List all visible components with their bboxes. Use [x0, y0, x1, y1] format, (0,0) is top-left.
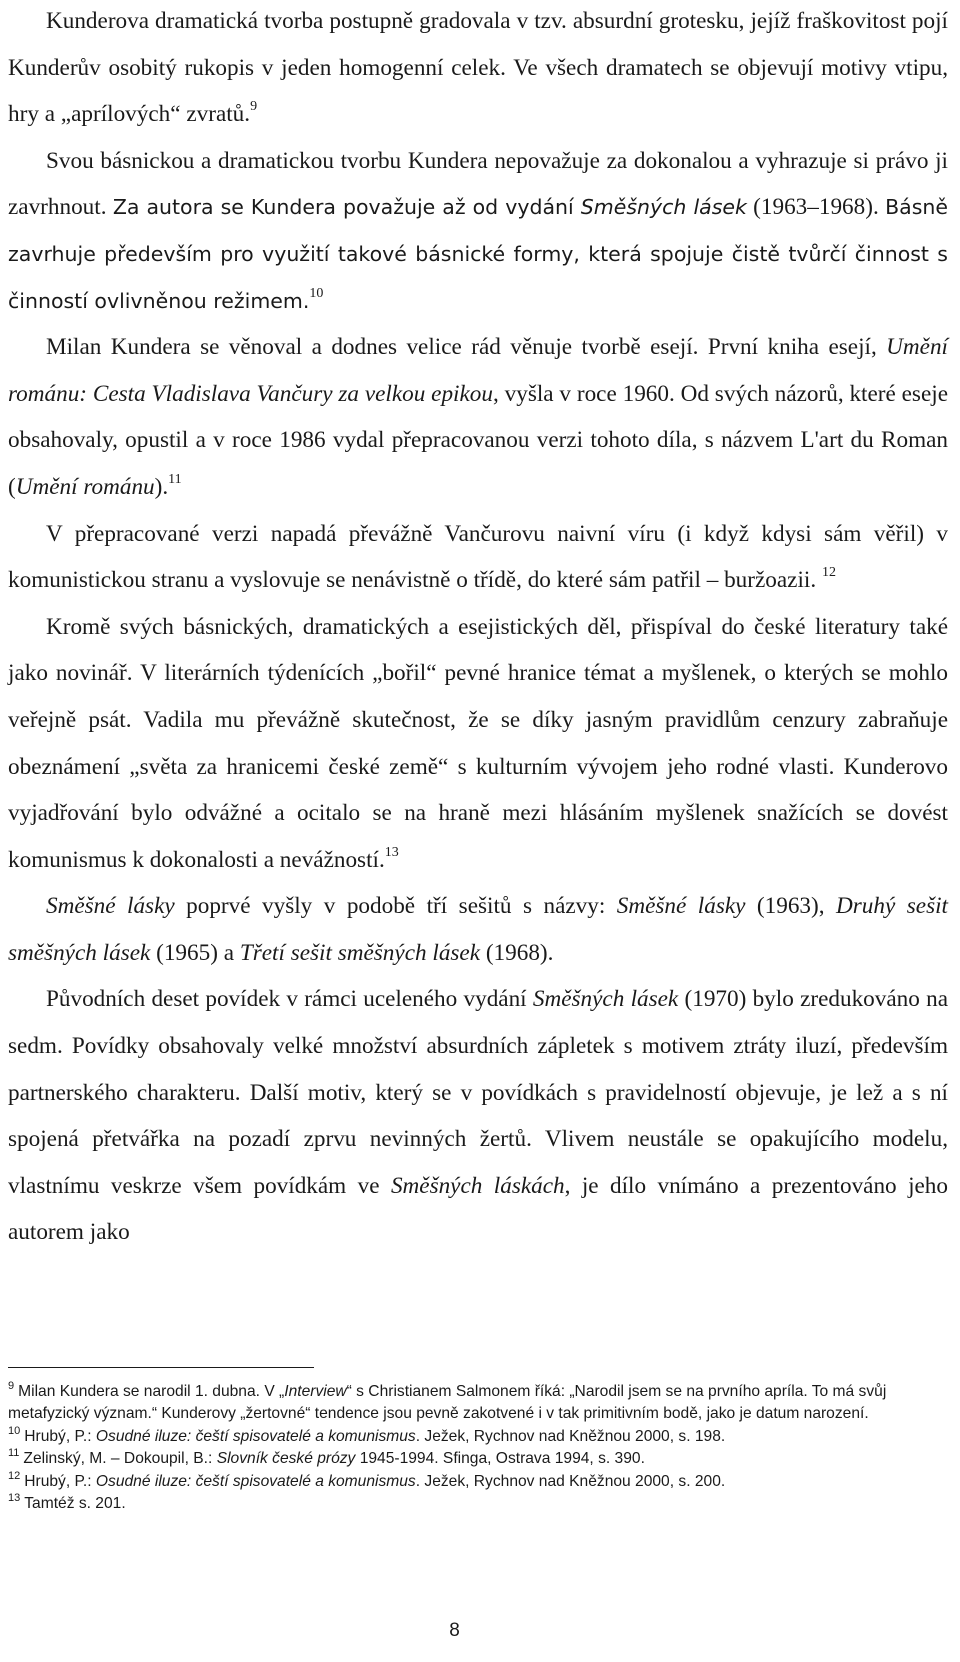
- paragraph: [8, 604, 948, 884]
- footnotes: [8, 1381, 943, 1515]
- italic-text: Osudné iluze: čeští spisovatelé a komunismus: [95, 1427, 416, 1445]
- paragraph: [8, 0, 948, 138]
- footnote: [8, 1448, 943, 1470]
- text-run: Svou básnickou a dramatickou tvorbu Kundera nepovažuje za dokonalou a vyhrazuje si právo ji zavrhnout.: [8, 147, 948, 221]
- paragraph: [8, 138, 948, 324]
- text-run: Kunderova dramatická tvorba postupně gradovala v tzv. absurdní grotesku, jejíž fraškovitost pojí Kunderův osobitý rukopis v jeden homogenní celek. Ve všech dramatech se objevují motivy vtipu, hry a „aprílových“ zvratů.: [8, 8, 948, 128]
- footnote: [8, 1471, 943, 1493]
- italic-text: Směšných lásek: [532, 986, 679, 1013]
- italic-text: Směšných láskách: [390, 1172, 565, 1199]
- footnote: [8, 1426, 943, 1448]
- footnote-separator: [8, 1367, 314, 1368]
- text-run: (1970) bylo zredukováno na sedm. Povídky obsahovaly velké množství absurdních zápletek s motivem ztráty iluzí, především partnerského charakteru. Další motiv, který se v povídkách s pravidelností objevuje, je lež a s ní spojená přetvářka na pozadí zprvu nevinných žertů. Vlivem neustále se opakujícího modelu, vlastnímu veskrze všem povídkám ve: [8, 986, 948, 1199]
- footnote-ref: 9: [250, 99, 258, 115]
- footnote-number: 11: [8, 1447, 20, 1460]
- body-text: [8, 0, 948, 1256]
- text-run: Za autora se Kundera považuje až od vydání: [112, 195, 581, 220]
- text-run: Kromě svých básnických, dramatických a esejistických děl, přispíval do české literatury také jako novinář. V literárních týdenících „bořil“ pevné hranice témat a myšlenek, o kterých se mohlo veřejně psát. Vadila mu převážně skutečnost, že se díky jasným pravidlům cenzury zabraňuje obeznámení „světa za hranicemi české země“ s kulturním vývojem jeho rodné vlasti. Kunderovo vyjadřování bylo odvážné a ocitalo se na hraně mezi hlásáním myšlenek snažících se dovést komunismus k dokonalosti a nevážností.: [8, 613, 948, 873]
- text-run: (1965) a: [150, 939, 240, 966]
- text-run: (1963),: [745, 893, 837, 920]
- footnote: [8, 1493, 943, 1515]
- text-run: , vyšla v roce 1960. Od svých názorů, které eseje obsahovaly, opustil a v roce 1986 vydal přepracovanou verzi tohoto díla, s názvem L'art du Roman (: [8, 380, 948, 500]
- text-run: Tamtéž s. 201.: [24, 1495, 126, 1513]
- italic-text: Umění románu: Cesta Vladislava Vančury za velkou epikou: [8, 334, 948, 407]
- text-run: Milan Kundera se věnoval a dodnes velice rád věnuje tvorbě esejí. První kniha esejí,: [46, 334, 887, 361]
- footnote: [8, 1381, 943, 1426]
- footnote-ref: 11: [168, 471, 182, 487]
- footnote-number: 13: [8, 1492, 21, 1505]
- paragraph: [8, 511, 948, 604]
- italic-text: Slovník české prózy: [216, 1450, 356, 1468]
- text-run: V přepracované verzi napadá převážně Vančurovu naivní víru (i když kdysi sám věřil) v komunistickou stranu a vyslovuje se nenávistně o třídě, do které sám patřil – buržoazii.: [8, 520, 948, 594]
- footnote-ref: 10: [309, 285, 324, 301]
- footnote-ref: 13: [384, 844, 399, 860]
- text-run: 1945-1994. Sfinga, Ostrava 1994, s. 390.: [355, 1450, 645, 1468]
- text-run: . Ježek, Rychnov nad Kněžnou 2000, s. 200.: [415, 1472, 726, 1490]
- text-run: Zelinský, M. – Dokoupil, B.:: [23, 1450, 217, 1468]
- text-run: Hrubý, P.:: [24, 1472, 96, 1490]
- text-run: ).: [154, 473, 169, 500]
- text-run: Básně zavrhuje především pro využití takové básnické formy, která spojuje čistě tvůrčí činnost s činností ovlivněnou režimem.: [8, 195, 948, 313]
- italic-text: Směšných lásek: [580, 195, 747, 220]
- italic-text: Interview: [284, 1383, 347, 1400]
- paragraph: [8, 324, 948, 510]
- text-run: (1963–1968).: [746, 194, 886, 221]
- italic-text: Směšné lásky: [616, 893, 746, 920]
- text-run: poprvé vyšly v podobě tří sešitů s názvy:: [174, 893, 617, 920]
- italic-text: Směšné lásky: [46, 893, 175, 920]
- italic-text: Třetí sešit směšných lásek: [239, 939, 481, 966]
- text-run: “ s Christianem Salmonem říká: „Narodil jsem se na prvního apríla. To má svůj metafyzický význam.“ Kunderovy „žertovné“ tendence jsou pevně zakotvené i v tak primitivním bodě, jako je datum narození.: [8, 1383, 887, 1423]
- text-run: Hrubý, P.:: [24, 1427, 96, 1445]
- footnote-number: 10: [8, 1424, 21, 1437]
- footnote-number: 12: [8, 1469, 21, 1482]
- text-run: , je dílo vnímáno a prezentováno jeho autorem jako: [8, 1172, 948, 1246]
- paragraph: [8, 883, 948, 976]
- page-number: 8: [449, 1620, 460, 1641]
- italic-text: Druhý sešit směšných lásek: [8, 893, 948, 966]
- italic-text: Osudné iluze: čeští spisovatelé a komunismus: [95, 1472, 416, 1490]
- footnote-ref: 12: [821, 565, 836, 581]
- text-run: Původních deset povídek v rámci uceleného vydání: [46, 986, 533, 1013]
- text-run: Milan Kundera se narodil 1. dubna. V „: [18, 1383, 285, 1400]
- text-run: (1968).: [480, 939, 554, 966]
- footnote-number: 9: [8, 1380, 15, 1392]
- italic-text: Umění románu: [15, 473, 155, 500]
- paragraph: [8, 976, 948, 1256]
- text-run: . Ježek, Rychnov nad Kněžnou 2000, s. 198.: [415, 1427, 726, 1445]
